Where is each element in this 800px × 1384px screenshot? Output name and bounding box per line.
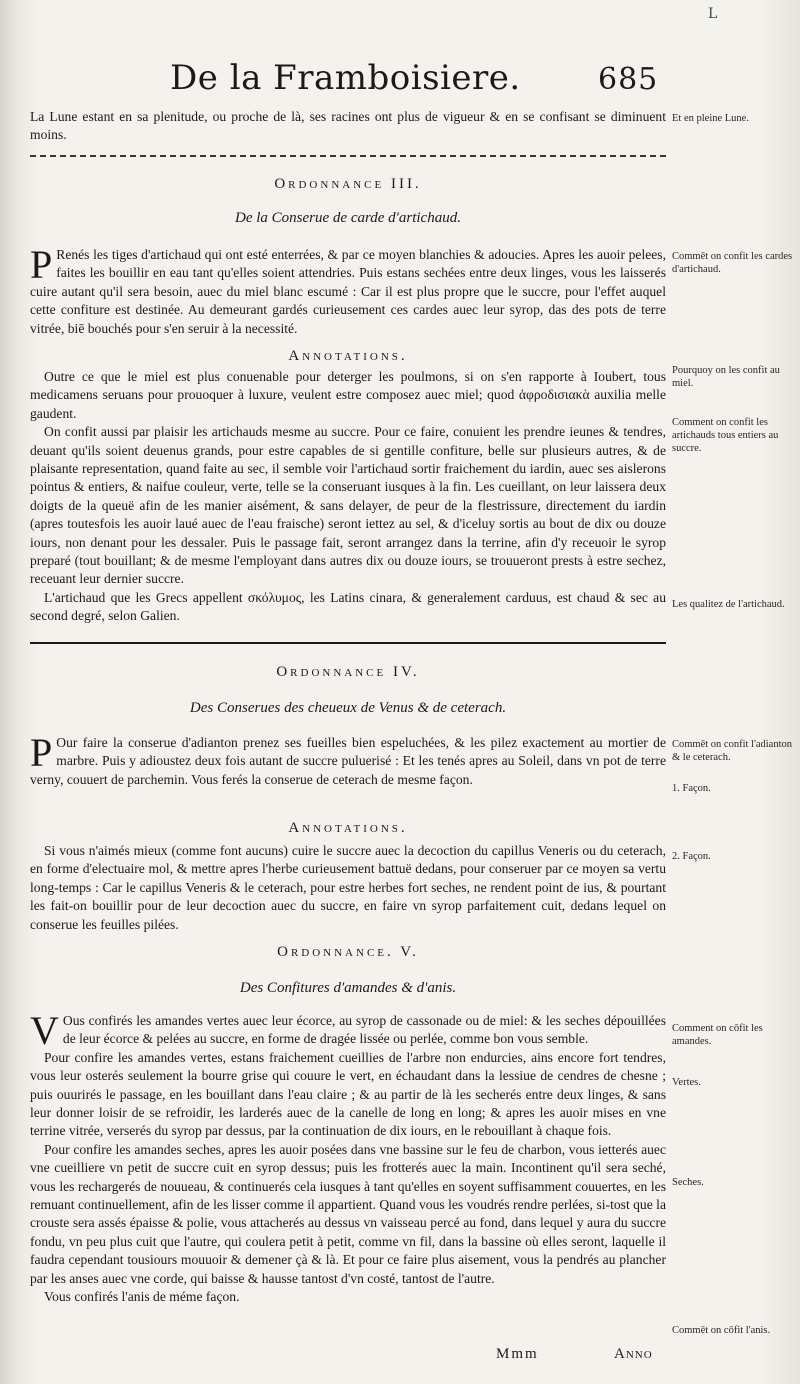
annot3-heading: Annotations. — [288, 348, 408, 364]
ord5-para3: Pour confire les amandes seches, apres les auoir posées dans vne bassine sur le feu de charbon, vous ietterés auec vne cueilliere vn petit de succre cuit en syrop dessus; puis les frotterés auec la main. Incontinent qu'il sera seché, vous les rechargerés de nouueau, & continuerés cela iusques à tant qu'elles en soyent suffisamment couuertes, en les remuant continuellement, afin de les lisser comme il appartient. Quand vous les voudrés rendre perlées, si-tost que la crouste sera assés épaisse & polie, vous attacherés au dessus vn vaisseau percé au fond, dans lequel y aura du succre fondu, vn peu plus cuit que l'autre, qui coulera petit à petit, comme vn fil, dans la bassine où elles seront, laquelle il faudra cependant tousiours mouuoir & demener çà & là. Et pour ce faire plus aisement, vous la pendrés au plancher par les anses auec vne corde, qui baisse & hausse tantost d'vn costé, tantost de l'autre. — [30, 1141, 666, 1286]
intro-paragraph — [30, 108, 666, 145]
ord3-paragraph — [30, 242, 666, 338]
ord5-para1 — [30, 1008, 666, 1053]
ord5-heading: Ordonnance. V. — [277, 944, 419, 960]
ord4-subheading: Des Conserues des cheueux de Venus & de ceterach. — [189, 700, 507, 716]
ord4-dropcap: P — [30, 730, 53, 775]
ord4-paragraph — [30, 730, 666, 789]
ord3-subheading: De la Conserue de carde d'artichaud. — [235, 210, 461, 226]
ord5-subheading: Des Confitures d'amandes & d'anis. — [239, 980, 457, 996]
ord5-dropcap: V — [30, 1008, 59, 1053]
annot4-body — [30, 842, 666, 934]
annot3-margin3: Les qualitez de l'artichaud. — [672, 599, 785, 610]
annot3-margin2: Comment on confit les artichauds tous entiers au succre. — [672, 417, 779, 454]
ord5-para2: Pour confire les amandes vertes, estans fraichement cueillies de l'arbre non endurcies, ains encore fort tendres, vous leur osterés seulement la bourre grise qui couure le vert, en échaudant dans la lessiue de cendres de chesne ; puis ouurirés le passage, en les bouillant dans l'eau claire ; & au partir de là les secherés entre deux linges, & sans leur donner loisir de se refroidir, les larderés auec de la canelle de long en long; & apres les auoir mises en vne terrine vitrée, verserés du syrop par dessus, par la continuation de dix iours, en le rebouillant à chaque fois. — [30, 1049, 666, 1139]
ord5-margin2: Vertes. — [672, 1077, 701, 1088]
ord3-text: Renés les tiges d'artichaud qui ont esté enterrées, & par ce moyen blanchies & adoucies. Apres les auoir pelees, faites les bouillir en eau tant qu'elles soient attendries. Puis estans sechées entre deux linges, vous les laisserés cuire autant qu'il sera besoin, auec du miel blanc escumé : Car il est plus propre que le succre, pour l'effet auquel cette confiture est destinée. Au demeurant gardés curieusement ces cardes auec leur syrop, das des pots de terre vitrée, biē bouchés pour s'en seruir à la necessité. — [30, 247, 666, 336]
annot4-text: Si vous n'aimés mieux (comme font aucuns) cuire le succre auec la decoction du capillus Veneris ou du ceterach, en forme d'electuaire mol, & mettre apres l'herbe curieusement battuë dedans, pour conseruer par ce moyen sa vertu long-temps : Car le capillus Veneris & le ceterach, pour estre herbes fort seches, ne rendent point de ius, & pourtant les fait-on bouillir pour de leur decoction auec du succre, en faire vn syrop parfaitement cuit, dedans lequel on conserue les feuilles pilées. — [30, 843, 666, 932]
section-rule — [30, 642, 666, 644]
section-divider — [30, 155, 666, 157]
intro-text: La Lune estant en sa plenitude, ou proche de là, ses racines ont plus de vigueur & en se confisant se diminuent moins. — [30, 109, 666, 143]
annot3-margin1: Pourquoy on les confit au miel. — [672, 365, 780, 389]
catchword: Anno — [614, 1346, 653, 1362]
annot3-para3: L'artichaud que les Grecs appellent σκόλυμος, les Latins cinara, & generalement carduus, est chaud & sec au second degré, selon Galien. — [30, 589, 666, 624]
ord5-margin4: Commēt on cōfit l'anis. — [672, 1325, 771, 1336]
ord3-dropcap: P — [30, 242, 53, 287]
ord5-text: Ous confirés les amandes vertes auec leur écorce, au syrop de cassonade ou de miel: & les seches dépouillées de leur écorce & pelées au succre, en forme de dragée lissée ou perlée, comme bon vous semble. — [62, 1013, 666, 1047]
annot3-body — [30, 368, 666, 626]
ord4-margin-note: Commēt on confit l'adianton & le ceterach. — [672, 739, 792, 763]
annot3-para2: On confit aussi par plaisir les artichauds mesme au succre. Pour ce faire, conuient les prendre ieunes & tendres, deuant qu'ils soient deuenus grands, pour estre capables de si gentille confiture, belle sur plusieurs autres, & de plaisante representation, quand faite au sec, il semble voir l'artichaud sortir fraichement du iardin, auec ses aislerons pointus & entiers, & naifue couleur, verte, telle se la conseruant iusques à la fin. Les cueillant, on leur laissera deux doigts de la queuë afin de les manier aisément, & sans delayer, de peur de la flestrissure, directement du iardin (apres toutesfois les auoir laué auec de l'eau fraische) seront iettez au sel, & d'iceluy sortis au bout de dix ou douze iours, non denant pour les dessaler. Puis le passage fait, seront arrangez dans la terrine, afin d'y receuoir le syrop preparé (tout bouillant; & de mesme l'employant dans autres dix ou douze iours, se trouueront prests à estre sechez, receuant leur dernier succre. — [30, 424, 666, 587]
ord5-body — [30, 1008, 666, 1307]
running-title: De la Framboisiere. — [170, 58, 521, 98]
ord4-text: Our faire la conserue d'adianton prenez ses fueilles bien espeluchées, & les pilez exactement au mortier de marbre. Puis y adioustez deux fois autant de succre puluerisé : Et les tenés apres au Soleil, dans vn pot de terre verny, couuert de parchemin. Vous ferés la conserue de ceterach de mesme façon. — [30, 735, 666, 787]
page-number: 685 — [598, 62, 659, 97]
ord3-heading: Ordonnance III. — [274, 176, 422, 192]
annot3-para1: Outre ce que le miel est plus conuenable pour deterger les poulmons, si on s'en rapporte à Ioubert, tous medicamens seruans pour prouoquer à luxure, veulent estre composez auec miel; quod ἀφροδισιακὰ auxilia melle gaudent. — [30, 369, 666, 421]
signature-mark: Mmm — [496, 1346, 539, 1362]
ord5-para4: Vous confirés l'anis de méme façon. — [44, 1289, 240, 1305]
ord5-margin3: Seches. — [672, 1177, 704, 1188]
ord4-heading: Ordonnance IV. — [276, 664, 420, 680]
ord5-margin1: Comment on cōfit les amandes. — [672, 1023, 763, 1047]
intro-margin-note: Et en pleine Lune. — [672, 113, 749, 124]
corner-mark: L — [708, 6, 718, 22]
annot4-margin-note: 2. Façon. — [672, 851, 711, 862]
annot4-heading: Annotations. — [288, 820, 408, 836]
ord3-margin-note: Commēt on confit les cardes d'artichaud. — [672, 251, 793, 275]
ord4-margin-note2: 1. Façon. — [672, 783, 711, 794]
